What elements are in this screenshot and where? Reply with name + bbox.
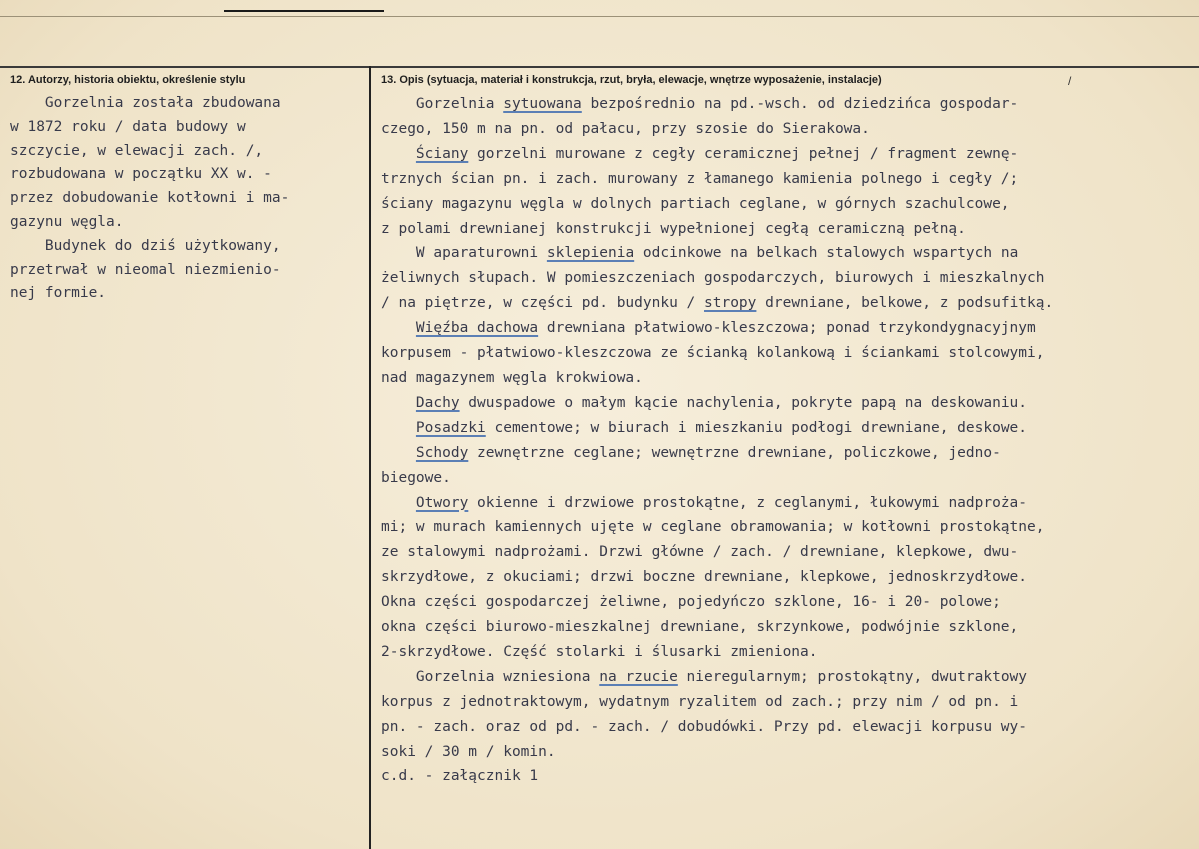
- underlined-keyword: Więźba dachowa: [415, 320, 539, 337]
- line-text: nad magazynem węgla krokwiowa.: [381, 369, 643, 386]
- line-text: z polami drewnianej konstrukcji wypełnionej cegłą ceramiczną pełną.: [381, 220, 966, 237]
- description-line: [381, 291, 1053, 316]
- line-text: biegowe.: [381, 469, 451, 486]
- history-line: gazynu węgla.: [10, 213, 124, 230]
- history-text: [10, 92, 289, 306]
- line-text: Gorzelnia: [381, 96, 504, 112]
- description-line: [381, 565, 1053, 590]
- description-text: [381, 92, 1053, 789]
- underlined-keyword: stropy: [704, 295, 757, 312]
- description-line: [381, 515, 1053, 540]
- description-line: [381, 715, 1053, 740]
- line-text: [381, 395, 416, 411]
- line-text: drewniana płatwiowo-kleszczowa; ponad trzykondygnacyjnym: [538, 320, 1036, 337]
- description-line: [381, 142, 1053, 167]
- line-text: korpusem - płatwiowo-kleszczowa ze ścianką kolankową i ściankami stolcowymi,: [381, 345, 1045, 362]
- line-text: [381, 320, 416, 336]
- line-text: żeliwnych słupach. W pomieszczeniach gospodarczych, biurowych i mieszkalnych: [381, 270, 1045, 287]
- description-line: [381, 117, 1053, 142]
- line-text: 2-skrzydłowe. Część stolarki i ślusarki zmieniona.: [381, 643, 818, 660]
- description-line: [381, 466, 1053, 491]
- line-text: zewnętrzne ceglane; wewnętrzne drewniane, policzkowe, jedno-: [468, 444, 1001, 461]
- line-text: skrzydłowe, z okuciami; drzwi boczne drewniane, klepkowe, jednoskrzydłowe.: [381, 569, 1028, 586]
- section-12-heading: 12. Autorzy, historia obiektu, określenie stylu: [10, 74, 246, 86]
- line-text: ściany magazynu węgla w dolnych partiach ceglane, w górnych szachulcowe,: [381, 195, 1010, 212]
- line-text: [381, 445, 416, 461]
- history-line: nej formie.: [10, 285, 107, 302]
- description-line: [381, 740, 1053, 765]
- description-line: [381, 217, 1053, 242]
- line-text: trznych ścian pn. i zach. murowany z łamanego kamienia polnego i cegły /;: [381, 170, 1019, 187]
- underlined-keyword: sytuowana: [503, 96, 582, 112]
- line-text: [381, 495, 416, 511]
- line-text: soki / 30 m / komin.: [381, 743, 556, 760]
- description-line: [381, 416, 1053, 441]
- top-rule-short: [224, 10, 384, 12]
- line-text: okna części biurowo-mieszkalnej drewniane, skrzynkowe, podwójnie szklone,: [381, 619, 1019, 636]
- section-13-heading: 13. Opis (sytuacja, materiał i konstrukcja, rzut, bryła, elewacje, wnętrze wyposażenie, instalacje): [381, 74, 882, 86]
- line-text: bezpośrednio na pd.-wsch. od dziedzińca gospodar-: [581, 96, 1019, 112]
- header-rule: [0, 66, 1199, 68]
- description-line: [381, 665, 1053, 690]
- line-text: czego, 150 m na pn. od pałacu, przy szosie do Sierakowa.: [381, 120, 870, 137]
- underlined-keyword: Schody: [415, 444, 469, 461]
- description-line: [381, 441, 1053, 466]
- underlined-keyword: Otwory: [415, 494, 469, 511]
- history-line: przez dobudowanie kotłowni i ma-: [10, 190, 290, 207]
- underlined-keyword: Ściany: [415, 145, 469, 162]
- line-text: mi; w murach kamiennych ujęte w ceglane obramowania; w kotłowni prostokątne,: [381, 519, 1045, 536]
- line-text: / na piętrze, w części pd. budynku /: [381, 295, 705, 312]
- line-text: ze stalowymi nadprożami. Drzwi główne / zach. / drewniane, klepkowe, dwu-: [381, 544, 1019, 561]
- line-text: drewniane, belkowe, z podsufitką.: [756, 295, 1054, 312]
- line-text: dwuspadowe o małym kącie nachylenia, pokryte papą na deskowaniu.: [459, 394, 1028, 411]
- underlined-keyword: sklepienia: [546, 245, 635, 262]
- history-line: Gorzelnia została zbudowana: [10, 95, 281, 111]
- line-text: cementowe; w biurach i mieszkaniu podłogi drewniane, deskowe.: [485, 419, 1028, 436]
- line-text: nieregularnym; prostokątny, dwutraktowy: [677, 668, 1028, 685]
- description-line: [381, 690, 1053, 715]
- description-line: [381, 316, 1053, 341]
- history-line: przetrwał w nieomal niezmienio-: [10, 261, 281, 278]
- line-text: W aparaturowni: [381, 245, 547, 262]
- description-line: [381, 192, 1053, 217]
- description-line: [381, 92, 1053, 117]
- top-edge-line: [0, 16, 1199, 17]
- description-line: [381, 241, 1053, 266]
- heading-mark: /: [1068, 74, 1072, 88]
- underlined-keyword: Posadzki: [415, 419, 486, 436]
- line-text: korpus z jednotraktowym, wydatnym ryzalitem od zach.; przy nim / od pn. i: [381, 693, 1019, 710]
- history-line: Budynek do dziś użytkowany,: [10, 237, 281, 254]
- line-text: odcinkowe na belkach stalowych wspartych na: [634, 245, 1019, 262]
- description-line: [381, 540, 1053, 565]
- line-text: gorzelni murowane z cegły ceramicznej pełnej / fragment zewnę-: [468, 145, 1019, 162]
- history-line: w 1872 roku / data budowy w: [10, 118, 246, 135]
- description-line: [381, 366, 1053, 391]
- underlined-keyword: Dachy: [415, 394, 460, 411]
- description-line: [381, 764, 1053, 789]
- description-line: [381, 341, 1053, 366]
- description-line: [381, 491, 1053, 516]
- line-text: Okna części gospodarczej żeliwne, pojedyńczo szklone, 16- i 20- polowe;: [381, 594, 1001, 611]
- line-text: pn. - zach. oraz od pd. - zach. / dobudówki. Przy pd. elewacji korpusu wy-: [381, 718, 1028, 735]
- line-text: [381, 146, 416, 162]
- line-text: Gorzelnia wzniesiona: [381, 668, 600, 685]
- description-line: [381, 391, 1053, 416]
- description-line: [381, 615, 1053, 640]
- line-text: c.d. - załącznik 1: [381, 768, 539, 785]
- description-line: [381, 266, 1053, 291]
- history-line: rozbudowana w początku XX w. -: [10, 166, 272, 183]
- description-line: [381, 167, 1053, 192]
- description-line: [381, 640, 1053, 665]
- line-text: [381, 420, 416, 436]
- line-text: okienne i drzwiowe prostokątne, z ceglanymi, łukowymi nadproża-: [468, 494, 1028, 511]
- description-line: [381, 590, 1053, 615]
- column-divider: [369, 66, 371, 849]
- history-line: szczycie, w elewacji zach. /,: [10, 142, 264, 159]
- underlined-keyword: na rzucie: [599, 668, 678, 685]
